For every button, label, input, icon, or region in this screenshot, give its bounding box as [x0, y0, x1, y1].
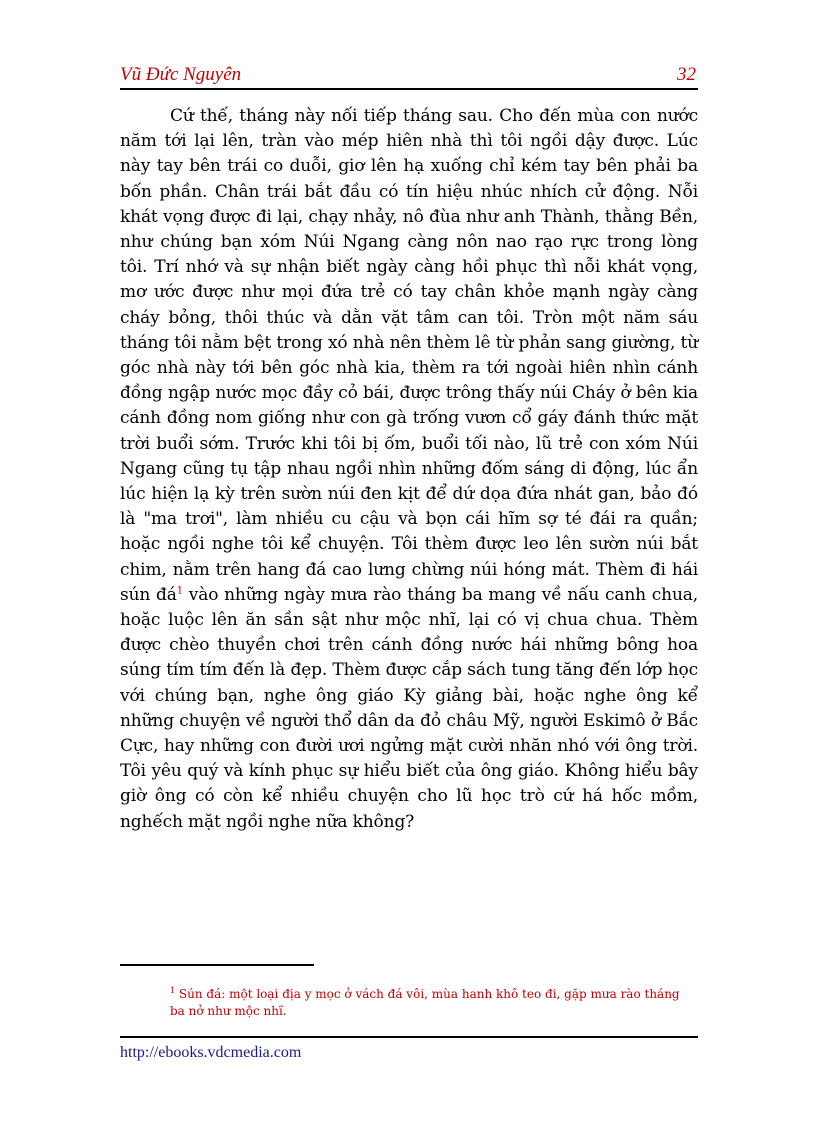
- footnote-reference[interactable]: 1: [176, 585, 183, 597]
- footnote-divider: [120, 964, 314, 966]
- footer-url-link[interactable]: http://ebooks.vdcmedia.com: [120, 1044, 302, 1061]
- footnote-text: Sún đá: một loại địa y mọc ở vách đá vôi, mùa hanh khô teo đi, gặp mưa rào tháng ba nở như mộc nhĩ.: [170, 987, 680, 1018]
- body-text-part2: vào những ngày mưa rào tháng ba mang về nấu canh chua, hoặc luộc lên ăn sần sật như mộc nhĩ, lại có vị chua chua. Thèm được chèo thuyền chơi trên cánh đồng nước hái những bông hoa súng tím tím đến là đẹp. Thèm được cắp sách tung tăng đến lớp học với chúng bạn, nghe ông giáo Kỳ giảng bài, hoặc nghe ông kể những chuyện về người thổ dân da đỏ châu Mỹ, người Eskimô ở Bắc Cực, hay những con đười ươi ngửng mặt cười nhăn nhó với ông trời. Tôi yêu quý và kính phục sự hiểu biết của ông giáo. Không hiểu bây giờ ông có còn kể nhiều chuyện cho lũ học trò cứ há hốc mồm, nghếch mặt ngồi nghe nữa không?: [120, 584, 698, 832]
- footnote: [170, 986, 698, 1020]
- body-paragraph: [120, 104, 698, 835]
- footnote-number: 1: [170, 986, 176, 995]
- page-number: 32: [677, 64, 696, 85]
- author-name: Vũ Đức Nguyên: [120, 64, 242, 85]
- footer-divider: [120, 1036, 698, 1038]
- page-header: [120, 62, 698, 90]
- body-text-part1: Cứ thế, tháng này nối tiếp tháng sau. Cho đến mùa con nước năm tới lại lên, tràn vào mép hiên nhà thì tôi ngồi dậy được. Lúc này tay bên trái co duỗi, giơ lên hạ xuống chỉ kém tay bên phải ba bốn phần. Chân trái bắt đầu có tín hiệu nhúc nhích cử động. Nỗi khát vọng được đi lại, chạy nhảy, nô đùa như anh Thành, thằng Bền, như chúng bạn xóm Núi Ngang càng nôn nao rạo rực trong lòng tôi. Trí nhớ và sự nhận biết ngày càng hồi phục thì nỗi khát vọng, mơ ước được như mọi đứa trẻ có tay chân khỏe mạnh ngày càng cháy bỏng, thôi thúc và dằn vặt tâm can tôi. Tròn một năm sáu tháng tôi nằm bệt trong xó nhà nên thèm lê từ phản sang giường, từ góc nhà này tới bên góc nhà kia, thèm ra tới ngoài hiên nhìn cánh đồng ngập nước mọc đầy cỏ bái, được trông thấy núi Cháy ở bên kia cánh đồng nom giống như con gà trống vươn cổ gáy đánh thức mặt trời buổi sớm. Trước khi tôi bị ốm, buổi tối nào, lũ trẻ con xóm Núi Ngang cũng tụ tập nhau ngồi nhìn những đốm sáng di động, lúc ẩn lúc hiện lạ kỳ trên sườn núi đen kịt để dứ dọa đứa nhát gan, bảo đó là "ma trơi", làm nhiều cu cậu và bọn cái hĩm sợ té đái ra quần; hoặc ngồi nghe tôi kể chuyện. Tôi thèm được leo lên sườn núi bắt chim, nằm trên hang đá cao lưng chừng núi hóng mát. Thèm đi hái sún đá: [120, 106, 698, 605]
